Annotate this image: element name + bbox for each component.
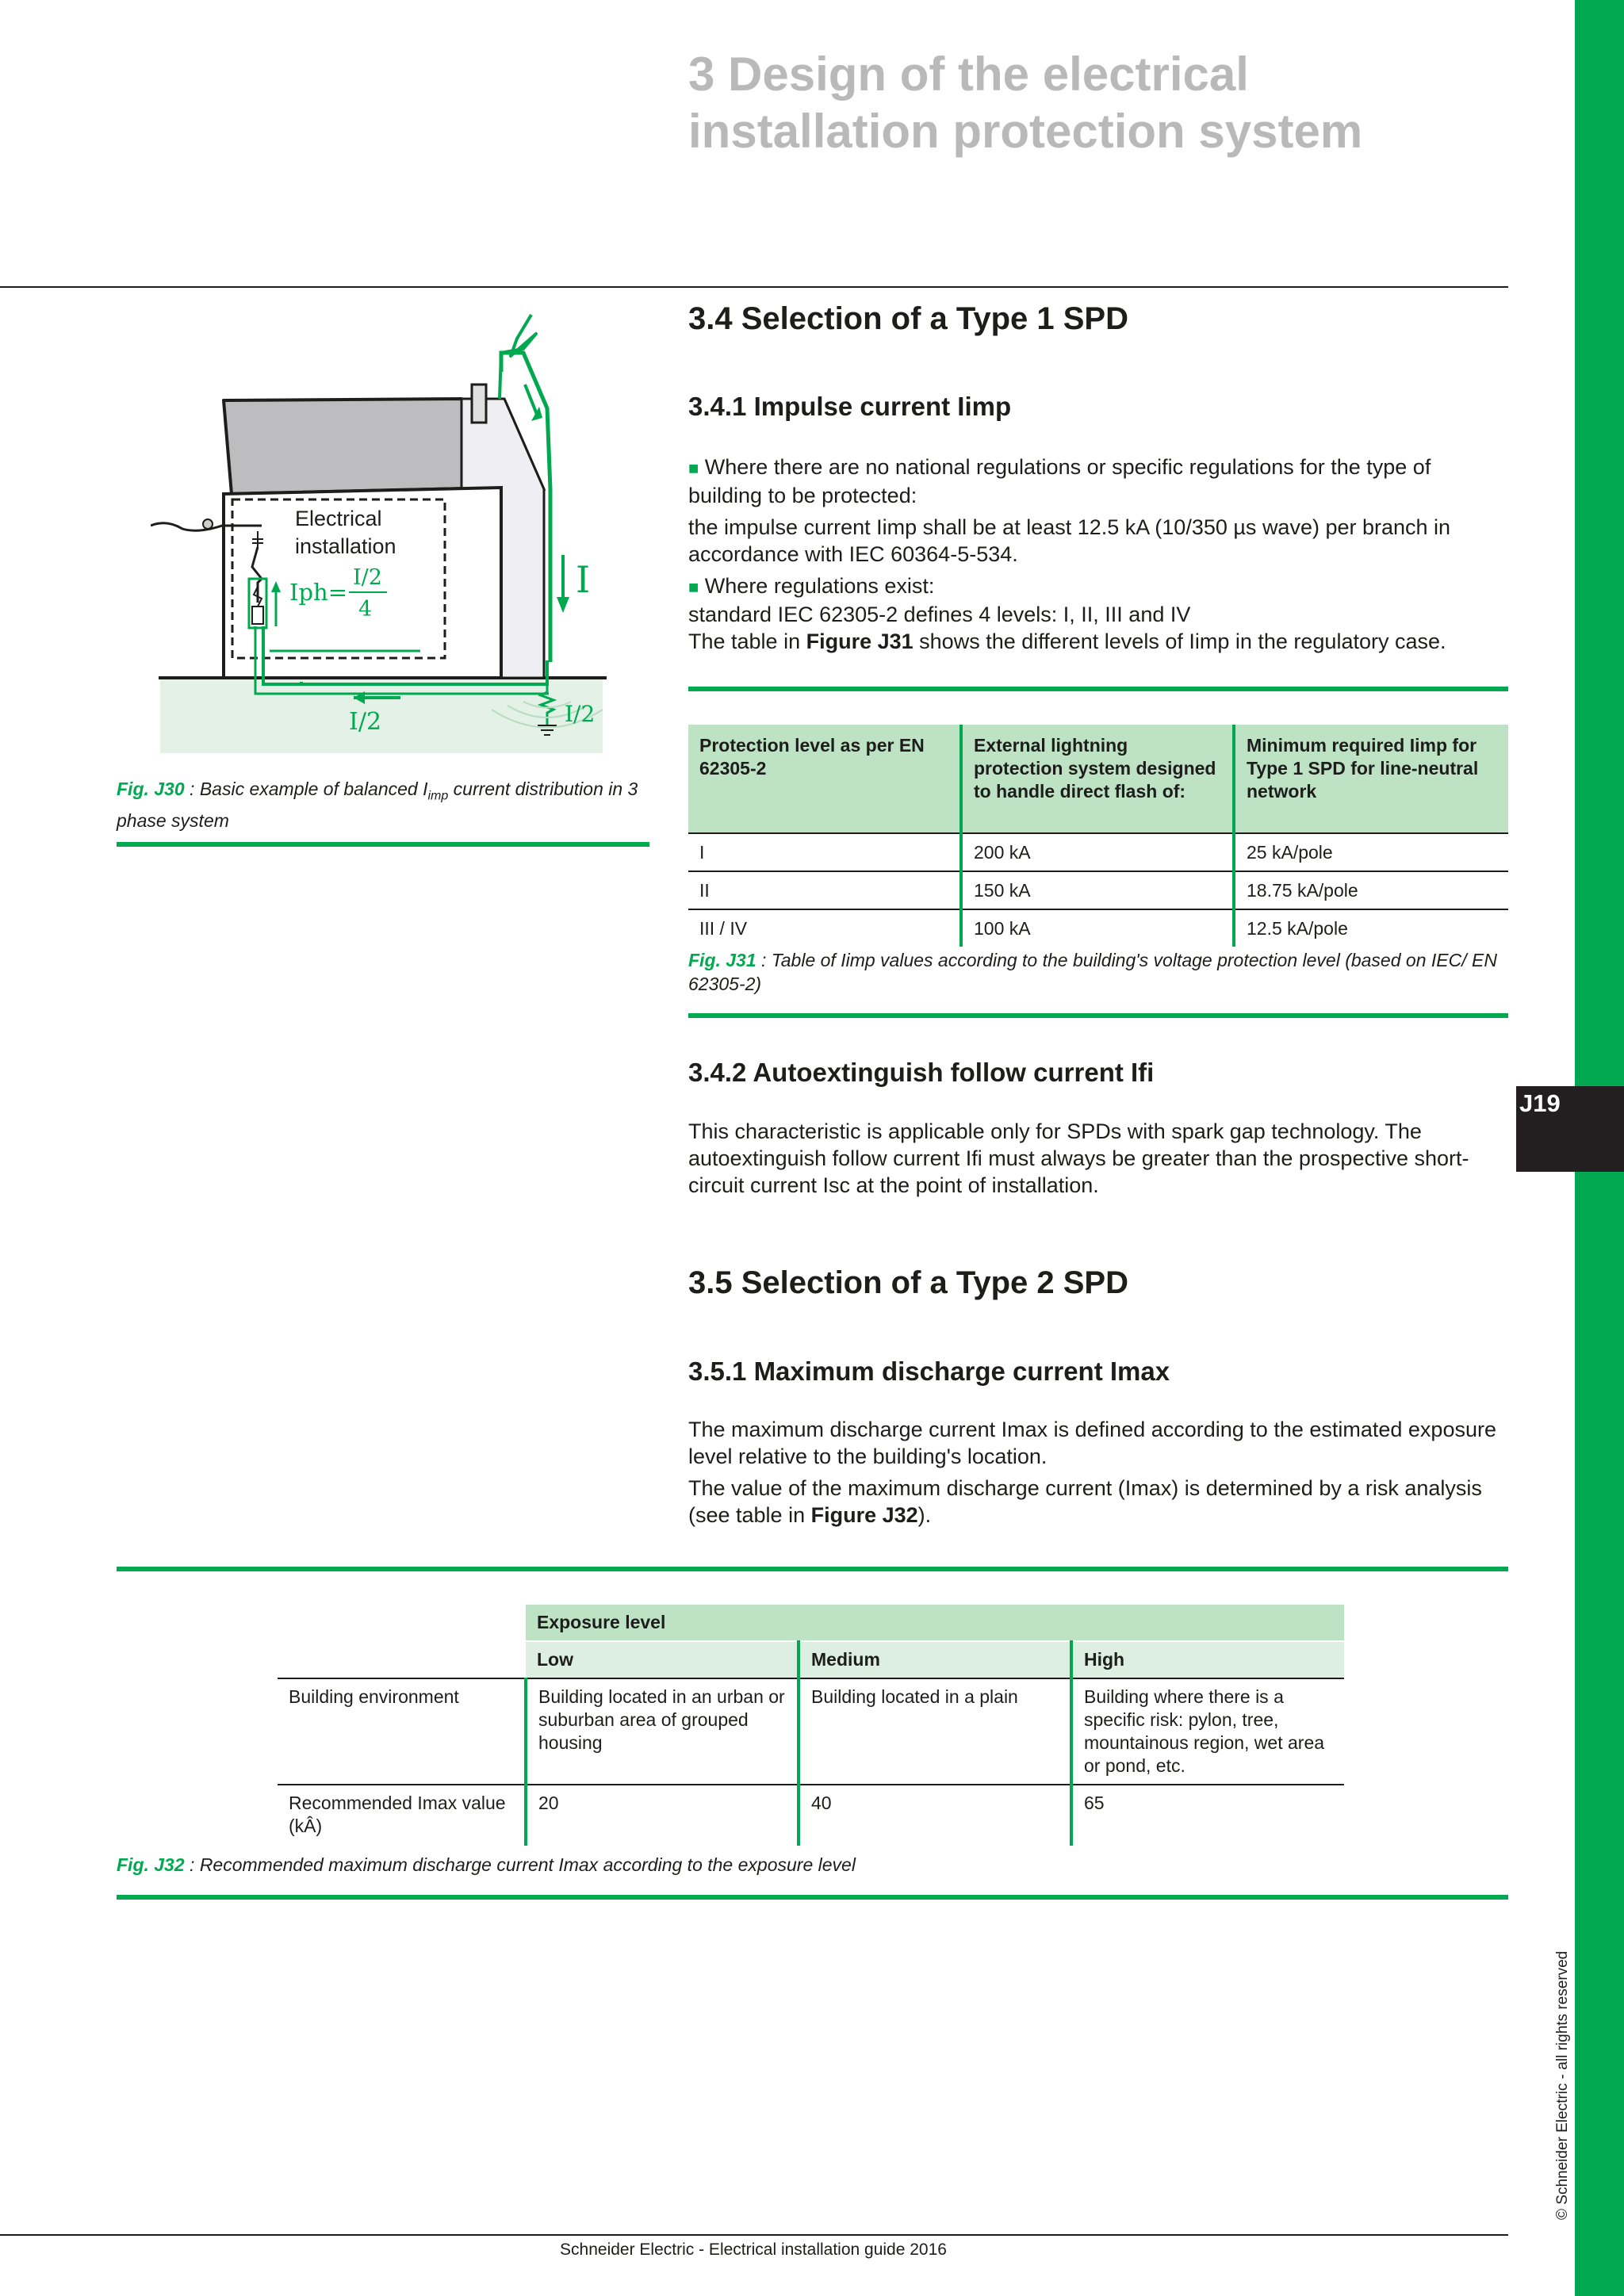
table-j32-group-row — [278, 1605, 1344, 1641]
table-cell: 20 — [526, 1785, 799, 1846]
figure-j31-rule — [688, 1013, 1508, 1018]
table-cell: I — [688, 833, 961, 871]
table-cell: II — [688, 871, 961, 909]
level-high-header: High — [1071, 1641, 1344, 1678]
section-341-body — [688, 453, 1505, 660]
roof-arrow-line — [525, 385, 538, 416]
installation-label-line2: installation — [295, 534, 396, 558]
row-label: Building environment — [278, 1678, 526, 1785]
figure-j32-rule — [117, 1895, 1508, 1900]
table-row — [688, 833, 1508, 871]
table-row — [278, 1678, 1344, 1785]
figure-j31-ref: Fig. J31 — [688, 950, 756, 970]
level-low-header: Low — [526, 1641, 799, 1678]
roof-arrowhead — [531, 407, 542, 421]
table-j31 — [688, 725, 1508, 947]
table-j31-header-cell: External lightning protection system designed to handle direct flash of: — [961, 725, 1234, 833]
subsection-341-title: 3.4.1 Impulse current Iimp — [688, 392, 1012, 421]
figure-j30-caption: Fig. J30 : Basic example of balanced $I_{imp}$ current distribution in 3 phase system — [117, 779, 638, 831]
section-342-body — [688, 1118, 1505, 1203]
table-cell: 65 — [1071, 1785, 1344, 1846]
table-j32-corner — [278, 1641, 526, 1678]
table-j32-levels-row — [278, 1641, 1344, 1678]
ground-current-label: I/2 — [349, 708, 382, 736]
paragraph-no-regulations: ■ Where there are no national regulations or specific regulations for the type of building to be protected: — [688, 455, 1431, 507]
figure-j31-link: Figure J31 — [806, 629, 914, 653]
section-35-title: 3.5 Selection of a Type 2 SPD — [688, 1265, 1128, 1300]
roof — [224, 399, 501, 494]
paragraph-impulse-current: the impulse current Iimp shall be at least 12.5 kA (10/350 µs wave) per branch in accordance with IEC 60364-5-534. — [688, 515, 1451, 566]
table-j31-header-row — [688, 725, 1508, 833]
figure-j30-diagram — [151, 305, 611, 757]
table-cell: 25 kA/pole — [1234, 833, 1508, 871]
table-cell: III / IV — [688, 909, 961, 947]
header-rule — [0, 286, 1508, 288]
subsection-342-title: 3.4.2 Autoextinguish follow current Ifi — [688, 1058, 1155, 1087]
figure-j32-link: Figure J32 — [810, 1503, 918, 1527]
chapter-title-line1: 3 Design of the electrical — [688, 48, 1249, 101]
table-cell: Building located in a plain — [799, 1678, 1071, 1785]
current-label: I — [576, 558, 591, 601]
earth-current-label: I/2 — [565, 701, 596, 727]
table-cell: Building where there is a specific risk: pylon, tree, mountainous region, wet area or pond, etc. — [1071, 1678, 1344, 1785]
paragraph-imax-definition: The maximum discharge current Imax is defined according to the estimated exposure level relative to the building's location. — [688, 1418, 1496, 1468]
section-351-body — [688, 1416, 1505, 1533]
chimney — [472, 385, 486, 423]
bullet-icon: ■ — [688, 577, 699, 597]
figure-j30-rule — [117, 842, 649, 847]
row-label: Recommended Imax value (kÂ) — [278, 1785, 526, 1846]
table-cell: 18.75 kA/pole — [1234, 871, 1508, 909]
table-j31-header-cell: Minimum required Iimp for Type 1 SPD for line-neutral network — [1234, 725, 1508, 833]
iph-denominator: 4 — [358, 597, 373, 622]
paragraph-standard-levels: standard IEC 62305-2 defines 4 levels: I, II, III and IV — [688, 603, 1191, 626]
table-row — [688, 871, 1508, 909]
table-cell: 12.5 kA/pole — [1234, 909, 1508, 947]
table-cell: Building located in an urban or suburban area of grouped housing — [526, 1678, 799, 1785]
table-j32-corner — [278, 1605, 526, 1641]
figure-j31-caption: Fig. J31 : Table of Iimp values according to the building's voltage protection level (based on IEC/ EN 62305-2) — [688, 950, 1497, 994]
paragraph-risk-analysis: The value of the maximum discharge current (Imax) is determined by a risk analysis (see table in Figure J32). — [688, 1476, 1482, 1527]
table-cell: 150 kA — [961, 871, 1234, 909]
table-cell: 200 kA — [961, 833, 1234, 871]
lightning-bolt — [500, 315, 536, 399]
table-j32 — [278, 1605, 1344, 1846]
footer-rule — [0, 2234, 1508, 2236]
bullet-icon: ■ — [688, 458, 699, 478]
table-cell: 40 — [799, 1785, 1071, 1846]
section-34-title: 3.4 Selection of a Type 1 SPD — [688, 301, 1128, 336]
paragraph-regulations-exist: ■ Where regulations exist: — [688, 574, 935, 598]
subsection-351-title: 3.5.1 Maximum discharge current Imax — [688, 1357, 1170, 1386]
figure-j32-caption: Fig. J32 : Recommended maximum discharge current Imax according to the exposure level — [117, 1854, 856, 1875]
chapter-title-line2: installation protection system — [688, 105, 1363, 158]
figure-j30-ref: Fig. J30 — [117, 779, 185, 799]
paragraph-follow-current: This characteristic is applicable only for SPDs with spark gap technology. The autoextinguish follow current Ifi must always be greater than the prospective short-circuit current Isc at the point of installation. — [688, 1119, 1469, 1197]
table-cell: 100 kA — [961, 909, 1234, 947]
table-row — [278, 1785, 1344, 1846]
table-j31-top-rule — [688, 687, 1508, 691]
copyright-notice: © Schneider Electric - all rights reserved — [1554, 1950, 1571, 2220]
installation-label-line1: Electrical — [295, 507, 382, 530]
exposure-level-header: Exposure level — [526, 1605, 1344, 1641]
table-j32-top-rule — [117, 1567, 1508, 1571]
level-medium-header: Medium — [799, 1641, 1071, 1678]
chapter-title — [688, 46, 1561, 160]
current-arrowhead — [557, 597, 569, 613]
table-j31-header-cell: Protection level as per EN 62305-2 — [688, 725, 961, 833]
paragraph-table-ref: The table in Figure J31 shows the different levels of Iimp in the regulatory case. — [688, 629, 1446, 653]
service-insulator — [203, 519, 213, 529]
table-row — [688, 909, 1508, 947]
iph-label: Iph= — [289, 579, 347, 606]
iph-numerator: I/2 — [353, 565, 382, 590]
page-number-tab: J19 — [1516, 1086, 1624, 1172]
footer-text: Schneider Electric - Electrical installation guide 2016 — [560, 2241, 947, 2259]
figure-j32-ref: Fig. J32 — [117, 1854, 185, 1875]
